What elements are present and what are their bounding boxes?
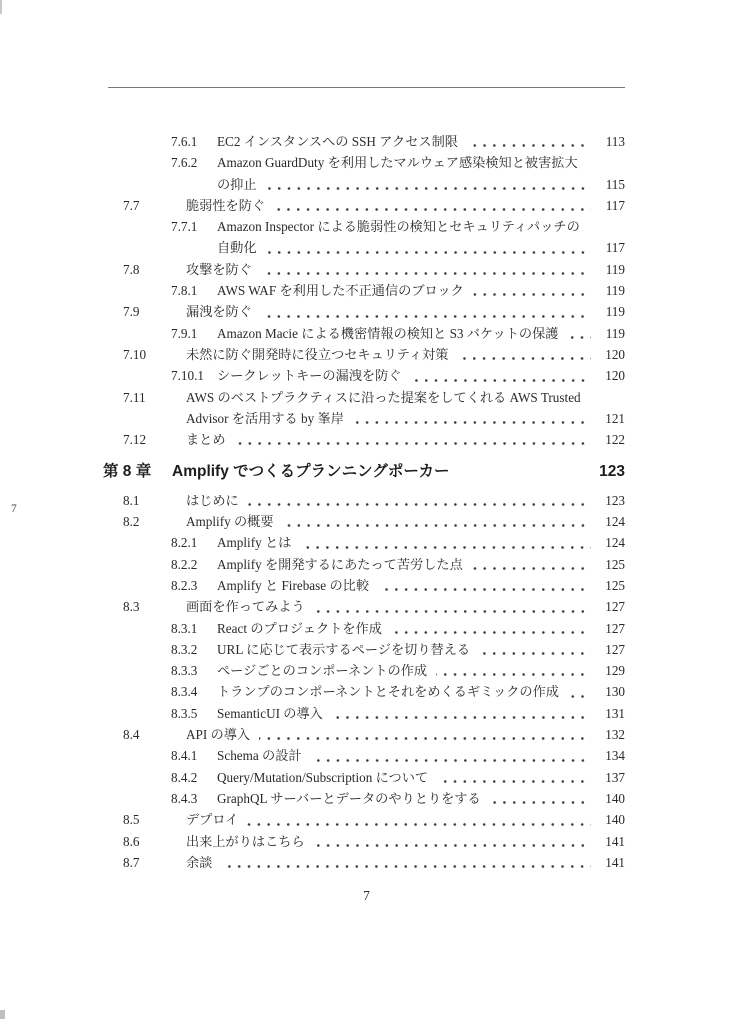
toc-entry-title: まとめ [186, 432, 226, 448]
toc-entry [108, 237, 625, 258]
table-of-contents [103, 87, 625, 873]
dot-leader [247, 822, 591, 827]
toc-entry-number: 7.6.2 [171, 155, 198, 171]
chapter-margin-tab: 7 [11, 503, 17, 515]
toc-entry-page: 140 [605, 812, 625, 828]
dot-leader [221, 864, 591, 869]
toc-entry-number: 8.2 [123, 514, 140, 530]
dot-leader [259, 736, 591, 741]
toc-entry-title: Amplify の概要 [186, 514, 274, 530]
toc-entry-title: 出来上がりはこちら [186, 833, 305, 849]
toc-entry-title: トランプのコンポーネントとそれをめくるギミックの作成 [217, 684, 559, 700]
toc-entry [108, 280, 625, 301]
toc-entry-number: 8.4.2 [171, 769, 198, 785]
dot-leader [261, 314, 591, 319]
toc-entry [108, 301, 625, 322]
toc-entry-title: Schema の設計 [217, 748, 302, 764]
dot-leader [314, 609, 591, 614]
toc-entry-number: 7.10 [123, 346, 147, 362]
toc-entry [108, 745, 625, 766]
toc-entry-title: SemanticUI の導入 [217, 705, 323, 721]
toc-entry-title: 漏洩を防ぐ [186, 304, 252, 320]
dot-leader [437, 779, 591, 784]
toc-entry-title: 未然に防ぐ開発時に役立つセキュリティ対策 [186, 346, 449, 362]
toc-entry-title: 自動化 [217, 240, 257, 256]
toc-entry-page: 119 [605, 283, 625, 299]
dot-leader [283, 523, 591, 528]
toc-entry-page: 140 [605, 790, 625, 806]
toc-entry-page: 141 [605, 833, 625, 849]
toc-entry-title: GraphQL サーバーとデータのやりとりをする [217, 790, 481, 806]
toc-entry-number: 8.3 [123, 599, 140, 615]
toc-entry [108, 831, 625, 852]
toc-entry-title: Advisor を活用する by 峯岸 [186, 410, 344, 426]
dot-leader [300, 545, 591, 550]
dot-leader [235, 441, 591, 446]
toc-entry-title: API の導入 [186, 727, 251, 743]
dot-leader [261, 271, 591, 276]
toc-entry-number: 7.8.1 [171, 283, 198, 299]
toc-entry [108, 387, 625, 408]
toc-entry-title: Amazon Macie による機密情報の検知と S3 バケットの保護 [217, 325, 559, 341]
dot-leader [436, 672, 591, 677]
toc-entry [108, 532, 625, 553]
dot-leader [473, 292, 591, 297]
toc-entry-title: EC2 インスタンスへの SSH アクセス制限 [217, 134, 458, 149]
toc-entry-page: 129 [605, 663, 625, 679]
toc-entry-number: 8.1 [123, 492, 140, 508]
toc-entry-page: 125 [605, 556, 625, 572]
toc-entry [108, 323, 625, 344]
footer-page-number: 7 [363, 888, 370, 903]
toc-entry-page: 123 [605, 492, 625, 508]
toc-entry-title: デプロイ [186, 812, 239, 828]
toc-entry [108, 408, 625, 429]
toc-entry-page: 120 [605, 368, 625, 384]
toc-entry-page: 119 [605, 325, 625, 341]
toc-entry-number: 8.3.1 [171, 620, 198, 636]
toc-entry [108, 639, 625, 660]
chapter-title: Amplify でつくるプランニングポーカー [172, 463, 450, 481]
toc-entry-number: 8.2.3 [171, 577, 198, 593]
chapter8-entries [108, 490, 625, 873]
toc-entry-page: 120 [605, 346, 625, 362]
toc-entry [108, 365, 625, 386]
toc-entry-page: 127 [605, 641, 625, 657]
toc-entry-number: 8.3.2 [171, 641, 198, 657]
dot-leader [274, 207, 591, 212]
toc-entry-number: 7.11 [123, 389, 146, 405]
toc-entry-number: 8.2.2 [171, 556, 198, 572]
toc-entry-page: 134 [605, 748, 625, 764]
toc-entry-title: はじめに [186, 492, 239, 508]
toc-entry [108, 490, 625, 511]
toc-entry-page: 117 [605, 197, 625, 213]
chapter8-heading [103, 461, 625, 482]
toc-entry-title: シークレットキーの漏洩を防ぐ [217, 368, 402, 384]
toc-entry-title: AWS WAF を利用した不正通信のブロック [217, 283, 464, 299]
dot-leader [411, 378, 592, 383]
toc-entry-number: 8.7 [123, 854, 140, 870]
toc-entry-number: 8.4.1 [171, 748, 198, 764]
toc-entry-number: 7.6.1 [171, 134, 198, 149]
toc-entry-page: 124 [605, 514, 625, 530]
toc-entry-number: 7.7.1 [171, 219, 198, 235]
toc-entry [108, 152, 625, 173]
toc-entry [108, 344, 625, 365]
dot-leader [567, 335, 591, 340]
toc-entry-number: 7.9.1 [171, 325, 198, 341]
toc-entry [108, 216, 625, 237]
chapter-page-number: 123 [599, 463, 625, 481]
toc-entry-number: 8.2.1 [171, 535, 198, 551]
scan-edge-artifact [0, 1010, 5, 1019]
toc-entry-page: 131 [605, 705, 625, 721]
toc-entry-title: Amazon Inspector による脆弱性の検知とセキュリティパッチの [217, 219, 580, 235]
dot-leader [472, 566, 591, 571]
dot-leader [467, 143, 591, 148]
dot-leader [332, 715, 591, 720]
toc-entry [108, 174, 625, 195]
toc-entry-number: 8.3.5 [171, 705, 198, 721]
dot-leader [391, 630, 591, 635]
toc-entry [108, 681, 625, 702]
toc-entry-title: 脆弱性を防ぐ [186, 197, 266, 213]
toc-entry-number: 8.5 [123, 812, 140, 828]
toc-entry-title: Amplify とは [217, 535, 292, 551]
toc-entry [108, 724, 625, 745]
toc-entry [108, 596, 625, 617]
dot-leader [353, 420, 591, 425]
toc-entry-title: ページごとのコンポーネントの作成 [217, 663, 428, 679]
toc-entry-title: AWS のベストプラクティスに沿った提案をしてくれる AWS Trusted [186, 389, 581, 405]
toc-entry-title: 余談 [186, 854, 213, 870]
dot-leader [378, 587, 591, 592]
toc-entry [108, 575, 625, 596]
toc-entry-number: 7.9 [123, 304, 140, 320]
toc-entry-page: 141 [605, 854, 625, 870]
toc-entry-title: 画面を作ってみよう [186, 599, 305, 615]
scan-edge-artifact [0, 0, 2, 14]
toc-entry-title: Amazon GuardDuty を利用したマルウェア感染検知と被害拡大 [217, 155, 578, 171]
toc-entry-page: 121 [605, 410, 625, 426]
dot-leader [311, 758, 591, 763]
toc-entry-number: 8.3.3 [171, 663, 198, 679]
toc-entry-title: Query/Mutation/Subscription について [217, 769, 429, 785]
toc-entry-page: 125 [605, 577, 625, 593]
toc-entry-number: 7.12 [123, 432, 147, 448]
dot-leader [248, 502, 591, 507]
toc-entry-page: 115 [605, 176, 625, 192]
toc-entry [108, 429, 625, 450]
toc-entry-page: 117 [605, 240, 625, 256]
toc-entry-page: 122 [605, 432, 625, 448]
dot-leader [457, 356, 591, 361]
toc-entry-title: React のプロジェクトを作成 [217, 620, 382, 636]
toc-entry-number: 8.3.4 [171, 684, 198, 700]
dot-leader [490, 800, 591, 805]
toc-entry [108, 767, 625, 788]
toc-entry [108, 660, 625, 681]
toc-entry [108, 809, 625, 830]
toc-entry-title: Amplify と Firebase の比較 [217, 577, 370, 593]
toc-entry [108, 618, 625, 639]
toc-entry-number: 8.4 [123, 727, 140, 743]
toc-entry-number: 7.10.1 [171, 368, 204, 384]
toc-entry [108, 195, 625, 216]
toc-entry-page: 119 [605, 261, 625, 277]
toc-entry [108, 259, 625, 280]
toc-entry [108, 788, 625, 809]
toc-entry-page: 124 [605, 535, 625, 551]
dot-leader [568, 694, 591, 699]
toc-entry-page: 132 [605, 727, 625, 743]
toc-entry-number: 8.4.3 [171, 790, 198, 806]
toc-entry [108, 554, 625, 575]
dot-leader [266, 186, 591, 191]
dot-leader [479, 651, 591, 656]
toc-entry [108, 852, 625, 873]
toc-entry-number: 8.6 [123, 833, 140, 849]
toc-entry-title: 攻撃を防ぐ [186, 261, 252, 277]
toc-entry-number: 7.8 [123, 261, 140, 277]
toc-entry-title: の抑止 [217, 176, 257, 192]
toc-entry-number: 7.7 [123, 197, 140, 213]
dot-leader [314, 843, 591, 848]
chapter-number-label: 第 8 章 [103, 463, 152, 481]
toc-entry-page: 127 [605, 620, 625, 636]
toc-entry-page: 137 [605, 769, 625, 785]
toc-entry [108, 511, 625, 532]
toc-entry-page: 119 [605, 304, 625, 320]
chapter7-entries [108, 131, 625, 450]
dot-leader [266, 250, 591, 255]
toc-entry-page: 113 [605, 134, 625, 149]
toc-entry [108, 703, 625, 724]
toc-entry-page: 127 [605, 599, 625, 615]
toc-entry [108, 131, 625, 152]
toc-entry-title: URL に応じて表示するページを切り替える [217, 641, 471, 657]
toc-entry-page: 130 [605, 684, 625, 700]
toc-entry-title: Amplify を開発するにあたって苦労した点 [217, 556, 463, 572]
